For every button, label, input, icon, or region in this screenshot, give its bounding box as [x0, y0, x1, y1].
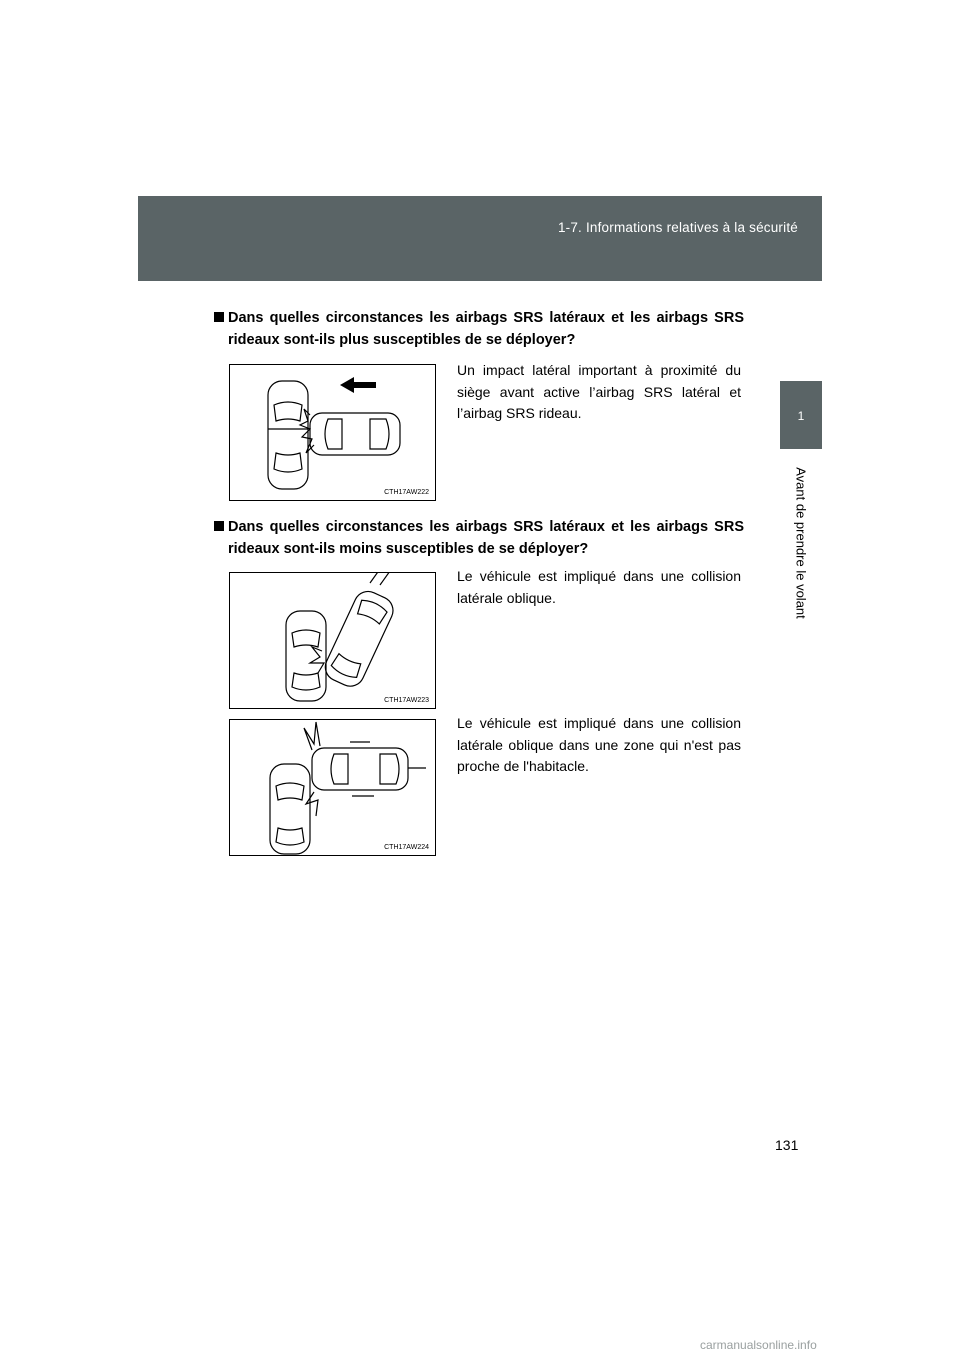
- paragraph-oblique-collision-away: Le véhicule est impliqué dans une collision latérale oblique dans une zone qui n'est pas proche de l'habitacle.: [457, 715, 741, 774]
- page-number: 131: [775, 1137, 799, 1153]
- figure-oblique-collision-away: [229, 719, 436, 856]
- paragraph-oblique-collision: Le véhicule est impliqué dans une collision latérale oblique.: [457, 568, 741, 606]
- figure-oblique-collision: [229, 572, 436, 709]
- watermark: carmanualsonline.info: [700, 1338, 817, 1352]
- header-band: [138, 196, 822, 281]
- chapter-label: Avant de prendre le volant: [793, 467, 809, 619]
- figure-code: CTH17AW224: [384, 844, 429, 851]
- paragraph-side-impact: Un impact latéral important à proximité du siège avant active l’airbag SRS latéral et l’airbag SRS rideau.: [457, 362, 741, 421]
- section-heading-1: Dans quelles circonstances les airbags SRS latéraux et les airbags SRS rideaux sont-ils plus susceptibles de se déployer?: [214, 307, 744, 351]
- figure-code: CTH17AW222: [384, 489, 429, 496]
- chapter-number: 1: [797, 409, 805, 423]
- section-heading-2: Dans quelles circonstances les airbags SRS latéraux et les airbags SRS rideaux sont-ils moins susceptibles de se déployer?: [214, 516, 744, 560]
- figure-code: CTH17AW223: [384, 697, 429, 704]
- square-bullet-icon: [214, 521, 224, 531]
- chapter-tab: [780, 381, 822, 449]
- square-bullet-icon: [214, 312, 224, 322]
- figure-side-impact: [229, 364, 436, 501]
- section-title: 1-7. Informations relatives à la sécurité: [557, 220, 798, 235]
